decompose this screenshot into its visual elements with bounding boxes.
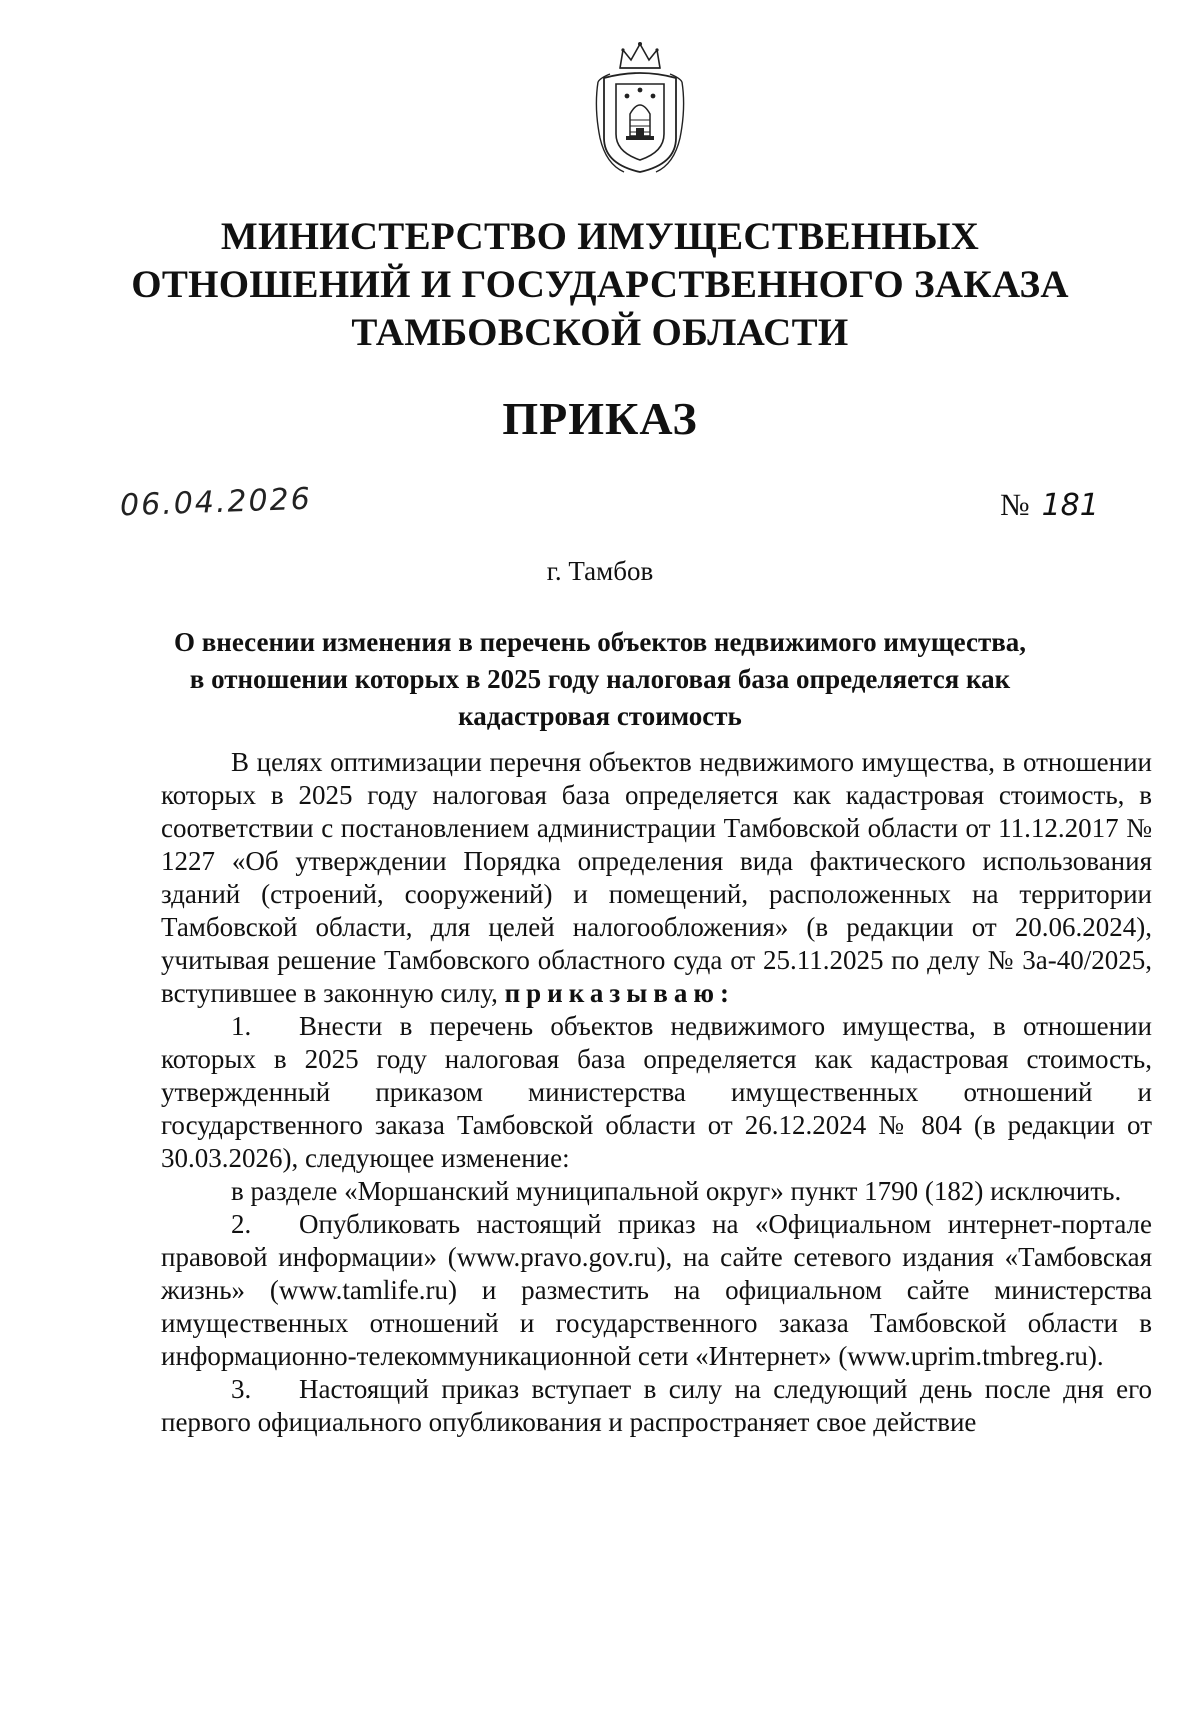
title-line: О внесении изменения в перечень объектов недвижимого имущества, bbox=[173, 627, 1027, 657]
preamble-paragraph bbox=[161, 746, 1152, 1010]
title-line: кадастровая стоимость bbox=[458, 701, 742, 731]
document-number bbox=[1000, 487, 1099, 523]
item-1-number: 1. bbox=[231, 1011, 252, 1041]
item-3-text: Настоящий приказ вступает в силу на следующий день после дня его первого официального опубликования и распространяет свое действие bbox=[161, 1374, 1152, 1437]
document-date: 06.04.2026 bbox=[119, 481, 313, 524]
item-1 bbox=[161, 1010, 1152, 1175]
item-2-text: Опубликовать настоящий приказ на «Официальном интернет-портале правовой информации» (www.pravo.gov.ru), на сайте сетевого издания «Тамбовская жизнь» (www.tamlife.ru) и разместить на официальном сайте министерства имущественных отношений и государственного заказа Тамбовской области в информационно-телекоммуникационной сети «Интернет» (www.uprim.tmbreg.ru). bbox=[161, 1209, 1152, 1371]
ministry-line: ОТНОШЕНИЙ И ГОСУДАРСТВЕННОГО ЗАКАЗА bbox=[131, 263, 1069, 306]
ministry-line: ТАМБОВСКОЙ ОБЛАСТИ bbox=[351, 311, 849, 354]
preamble-text: В целях оптимизации перечня объектов недвижимого имущества, в отношении которых в 2025 году налоговая база определяется как кадастровая стоимость, в соответствии с постановлением администрации Тамбовской области от 11.12.2017 № 1227 «Об утверждении Порядка определения вида фактического использования зданий (строений, сооружений) и помещений, расположенных на территории Тамбовской области, для целей налогообложения» (в редакции от 20.06.2024), учитывая решение Тамбовского областного суда от 25.11.2025 по делу № 3а-40/2025, вступившее в законную силу, bbox=[161, 747, 1152, 1008]
city: г. Тамбов bbox=[546, 556, 654, 586]
item-3-number: 3. bbox=[231, 1374, 252, 1404]
coat-of-arms-emblem bbox=[590, 38, 690, 178]
order-word: приказываю: bbox=[504, 978, 736, 1008]
item-2-number: 2. bbox=[231, 1209, 252, 1239]
number-value: 181 bbox=[1041, 488, 1099, 523]
document-body bbox=[161, 746, 1152, 1439]
document-type: ПРИКАЗ bbox=[502, 393, 698, 444]
item-1-text: Внести в перечень объектов недвижимого имущества, в отношении которых в 2025 году налоговая база определяется как кадастровая стоимость, утвержденный приказом министерства имущественных отношений и государственного заказа Тамбовской области от 26.12.2024 № 804 (в редакции от 30.03.2026), следующее изменение: bbox=[161, 1011, 1152, 1173]
ministry-name bbox=[130, 213, 1070, 357]
document-title bbox=[160, 624, 1040, 735]
item-3 bbox=[161, 1373, 1152, 1439]
coat-of-arms-icon bbox=[590, 38, 690, 178]
number-label: № bbox=[1000, 487, 1030, 522]
item-1-sub: в разделе «Моршанский муниципальной округ» пункт 1790 (182) исключить. bbox=[231, 1176, 1122, 1206]
item-2 bbox=[161, 1208, 1152, 1373]
ministry-line: МИНИСТЕРСТВО ИМУЩЕСТВЕННЫХ bbox=[220, 215, 980, 258]
title-line: в отношении которых в 2025 году налоговая база определяется как bbox=[189, 664, 1011, 694]
